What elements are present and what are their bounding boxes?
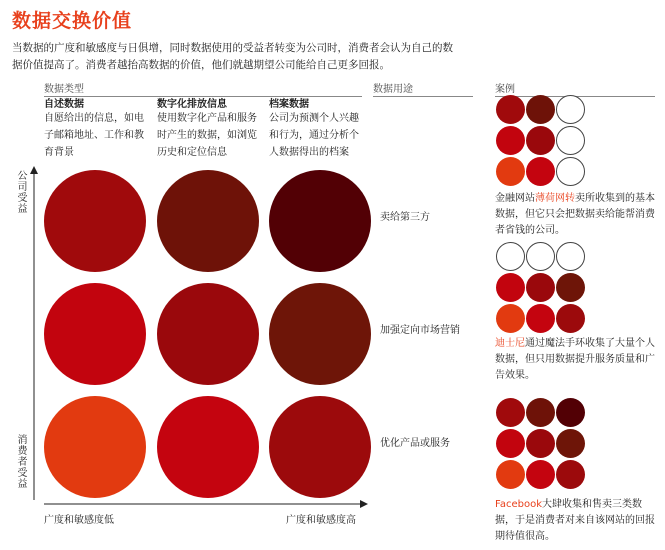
case-mini-circle xyxy=(556,126,585,155)
case-text-pre: 金融网站 xyxy=(495,193,535,204)
case-mini-circle xyxy=(526,126,555,155)
case-mini-circle xyxy=(526,242,555,271)
column-desc: 公司为预测个人兴趣和行为，通过分析个人数据得出的档案 xyxy=(269,113,359,158)
section-data-type: 数据类型 xyxy=(44,80,362,97)
case-mini-circle xyxy=(496,273,525,302)
case-mini-circle xyxy=(496,242,525,271)
case-mini-circle xyxy=(556,398,585,427)
matrix-circle xyxy=(44,396,146,498)
case-text-post: 卖所收集到的基本数据，但它只会把数据卖给能帮消费者省钱的公司。 xyxy=(495,193,655,236)
case-mini-circle xyxy=(526,429,555,458)
y-axis-arrow xyxy=(28,166,40,502)
page-title: 数据交换价值 xyxy=(12,10,133,32)
case-mini-circle xyxy=(496,398,525,427)
section-cases: 案例 xyxy=(495,80,655,97)
case-mini-circle xyxy=(556,157,585,186)
use-targeted-marketing: 加强定向市场营销 xyxy=(380,325,460,336)
case-mini-circle xyxy=(526,460,555,489)
matrix-circle xyxy=(157,396,259,498)
section-data-use: 数据用途 xyxy=(373,80,473,97)
case-text-facebook xyxy=(495,497,657,545)
case-text-disney xyxy=(495,336,657,384)
x-axis-label-high: 广度和敏感度高 xyxy=(286,515,356,526)
case-mini-circle xyxy=(526,398,555,427)
x-axis-label-low: 广度和敏感度低 xyxy=(44,515,114,526)
case-mini-circle xyxy=(496,460,525,489)
case-mini-circle xyxy=(526,157,555,186)
column-profiling xyxy=(269,95,367,161)
case-brand-mint: 薄荷网转 xyxy=(535,193,575,204)
matrix-circle xyxy=(269,170,371,272)
column-desc: 自愿给出的信息，如电子邮箱地址、工作和教育背景 xyxy=(44,113,144,158)
case-mini-circle xyxy=(556,304,585,333)
column-desc: 使用数字化产品和服务时产生的数据，如浏览历史和定位信息 xyxy=(157,113,257,158)
column-head: 档案数据 xyxy=(269,99,309,110)
matrix-circle xyxy=(44,170,146,272)
matrix-circle xyxy=(269,283,371,385)
matrix-circle xyxy=(157,283,259,385)
x-axis-arrow xyxy=(44,499,368,509)
matrix-circle xyxy=(44,283,146,385)
case-brand-facebook: Facebook xyxy=(495,499,542,510)
column-digital-exhaust xyxy=(157,95,261,161)
column-self-reported xyxy=(44,95,152,161)
case-mini-circle xyxy=(526,273,555,302)
case-text-post: 通过魔法手环收集了大量个人数据，但只用数据提升服务质量和广告效果。 xyxy=(495,338,655,381)
case-mini-circle xyxy=(496,157,525,186)
case-mini-circle xyxy=(556,460,585,489)
intro-text: 当数据的广度和敏感度与日俱增，同时数据使用的受益者转变为公司时，消费者会认为自己的数据价值提高了。消费者越抬高数据的价值，他们就越期望公司能给自己更多回报。 xyxy=(12,42,453,71)
use-sell-third-party: 卖给第三方 xyxy=(380,212,430,223)
y-axis-label-bottom: 消费者受益 xyxy=(15,434,26,489)
case-text-post: 大肆收集和售卖三类数据，于是消费者对来自该网站的回报期待值很高。 xyxy=(495,499,655,542)
case-mini-circle xyxy=(556,429,585,458)
case-mini-circle xyxy=(556,242,585,271)
case-mini-circle xyxy=(496,126,525,155)
use-improve-product: 优化产品或服务 xyxy=(380,438,450,449)
case-mini-circle xyxy=(526,95,555,124)
case-mini-circle xyxy=(496,304,525,333)
column-head: 自述数据 xyxy=(44,99,84,110)
case-mini-circle xyxy=(526,304,555,333)
case-brand-disney: 迪士尼 xyxy=(495,338,525,349)
case-mini-circle xyxy=(556,95,585,124)
matrix-circle xyxy=(269,396,371,498)
y-axis-label-top: 公司受益 xyxy=(15,170,26,214)
column-head: 数字化排放信息 xyxy=(157,99,227,110)
matrix-circle xyxy=(157,170,259,272)
case-mini-circle xyxy=(496,95,525,124)
case-text-mint xyxy=(495,191,657,239)
case-mini-circle xyxy=(556,273,585,302)
case-mini-circle xyxy=(496,429,525,458)
